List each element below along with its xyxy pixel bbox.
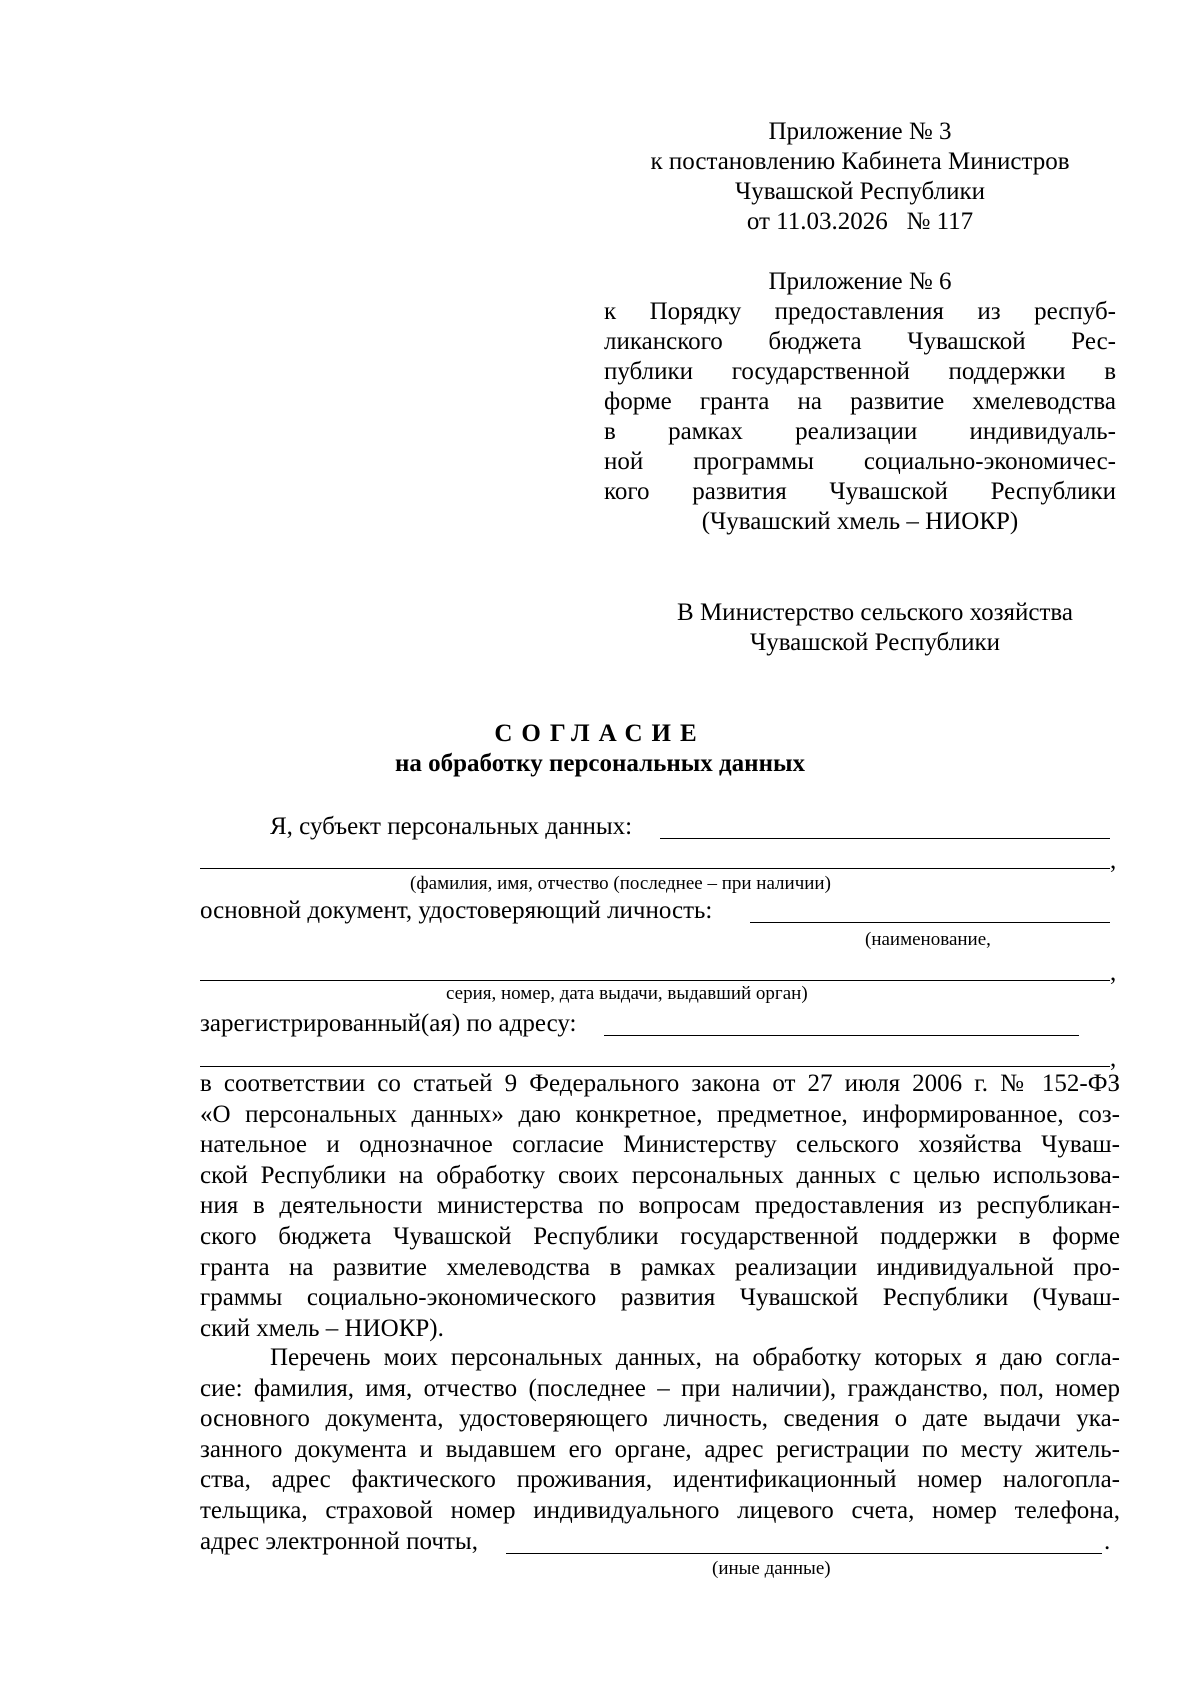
paragraph-line: «О персональных данных» даю конкретное, предметное, информированное, соз- [200, 1100, 1120, 1128]
appendix-6-last-line: (Чувашский хмель – НИОКР) [701, 508, 1019, 535]
paragraph-line: Перечень моих персональных данных, на обработку которых я даю согла- [270, 1344, 1120, 1371]
subject-label: Я, субъект персональных данных: [270, 813, 633, 840]
paragraph-line-end: ский хмель – НИОКР). [200, 1314, 444, 1342]
paragraph-line: нательное и однозначное согласие Министерству сельского хозяйства Чуваш- [200, 1131, 1120, 1159]
document-hint-details: серия, номер, дата выдачи, выдавший орган) [446, 983, 808, 1004]
paragraph-line: в соответствии со статьей 9 Федерального закона от 27 июля 2006 г. № 152-ФЗ [200, 1070, 1120, 1097]
appendix-6-line: ной программы социально-экономичес- [604, 448, 1116, 475]
appendix-3-line4: от 11.03.2026 № 117 [746, 208, 974, 235]
appendix-6-block [604, 267, 1116, 537]
document-label: основной документ, удостоверяющий личность: [200, 897, 713, 924]
appendix-3-line3: Чувашской Республики [734, 178, 986, 205]
paragraph-line: занного документа и выдавшем его органе, адрес регистрации по месту житель- [200, 1435, 1120, 1463]
title-main: СОГЛАСИЕ [494, 720, 706, 747]
appendix-6-line: к Порядку предоставления из респуб- [604, 298, 1116, 325]
document-field-continued[interactable] [200, 980, 1110, 981]
period: . [1104, 1528, 1111, 1555]
appendix-6-line: кого развития Чувашской Республики [604, 478, 1116, 505]
appendix-3-block [600, 117, 1120, 237]
appendix-6-heading: Приложение № 6 [768, 268, 952, 295]
paragraph-line: ства, адрес фактического проживания, идентификационный номер налогопла- [200, 1466, 1120, 1494]
paragraph-line: сие: фамилия, имя, отчество (последнее – при наличии), гражданство, пол, номер [200, 1374, 1120, 1402]
paragraph-line: ской Республики на обработку своих персональных данных с целью использова- [200, 1161, 1120, 1189]
address-field-continued[interactable] [200, 1066, 1110, 1067]
appendix-3-line2: к постановлению Кабинета Министров [650, 148, 1070, 175]
email-label: адрес электронной почты, [200, 1528, 478, 1555]
appendix-6-line: публики государственной поддержки в [604, 358, 1116, 385]
data-list-paragraph [200, 1343, 1120, 1527]
other-data-hint: (иные данные) [712, 1558, 831, 1579]
comma: , [1110, 959, 1117, 986]
address-field[interactable] [604, 1035, 1079, 1036]
document-field[interactable] [750, 922, 1110, 923]
appendix-6-line: форме гранта на развитие хмелеводства [604, 388, 1116, 415]
paragraph-line: ния в деятельности министерства по вопросам предоставления из республикан- [200, 1192, 1120, 1220]
paragraph-line: основного документа, удостоверяющего личность, сведения о дате выдачи ука- [200, 1405, 1120, 1433]
appendix-3-line1: Приложение № 3 [768, 118, 952, 145]
addressee-line1: В Министерство сельского хозяйства [677, 599, 1073, 626]
document-title [0, 719, 1200, 779]
appendix-6-line: ликанского бюджета Чувашской Рес- [604, 328, 1116, 355]
document-hint-name: (наименование, [865, 929, 991, 950]
addressee-block [640, 598, 1110, 658]
title-sub: на обработку персональных данных [395, 750, 805, 777]
subject-name-field-continued[interactable] [200, 868, 1110, 869]
comma: , [1110, 1045, 1117, 1072]
consent-paragraph [200, 1069, 1120, 1344]
subject-name-field[interactable] [660, 838, 1110, 839]
addressee-line2: Чувашской Республики [749, 629, 1001, 656]
paragraph-line: тельщика, страховой номер индивидуального лицевого счета, номер телефона, [200, 1496, 1120, 1524]
comma: , [1110, 847, 1117, 874]
paragraph-line: ского бюджета Чувашской Республики государственной поддержки в форме [200, 1222, 1120, 1250]
appendix-6-line: в рамках реализации индивидуаль- [604, 418, 1116, 445]
other-data-field[interactable] [506, 1553, 1102, 1554]
address-label: зарегистрированный(ая) по адресу: [200, 1010, 577, 1037]
paragraph-line: граммы социально-экономического развития Чувашской Республики (Чуваш- [200, 1284, 1120, 1312]
paragraph-line: гранта на развитие хмелеводства в рамках реализации индивидуальной про- [200, 1253, 1120, 1281]
name-hint: (фамилия, имя, отчество (последнее – при наличии) [410, 873, 831, 894]
